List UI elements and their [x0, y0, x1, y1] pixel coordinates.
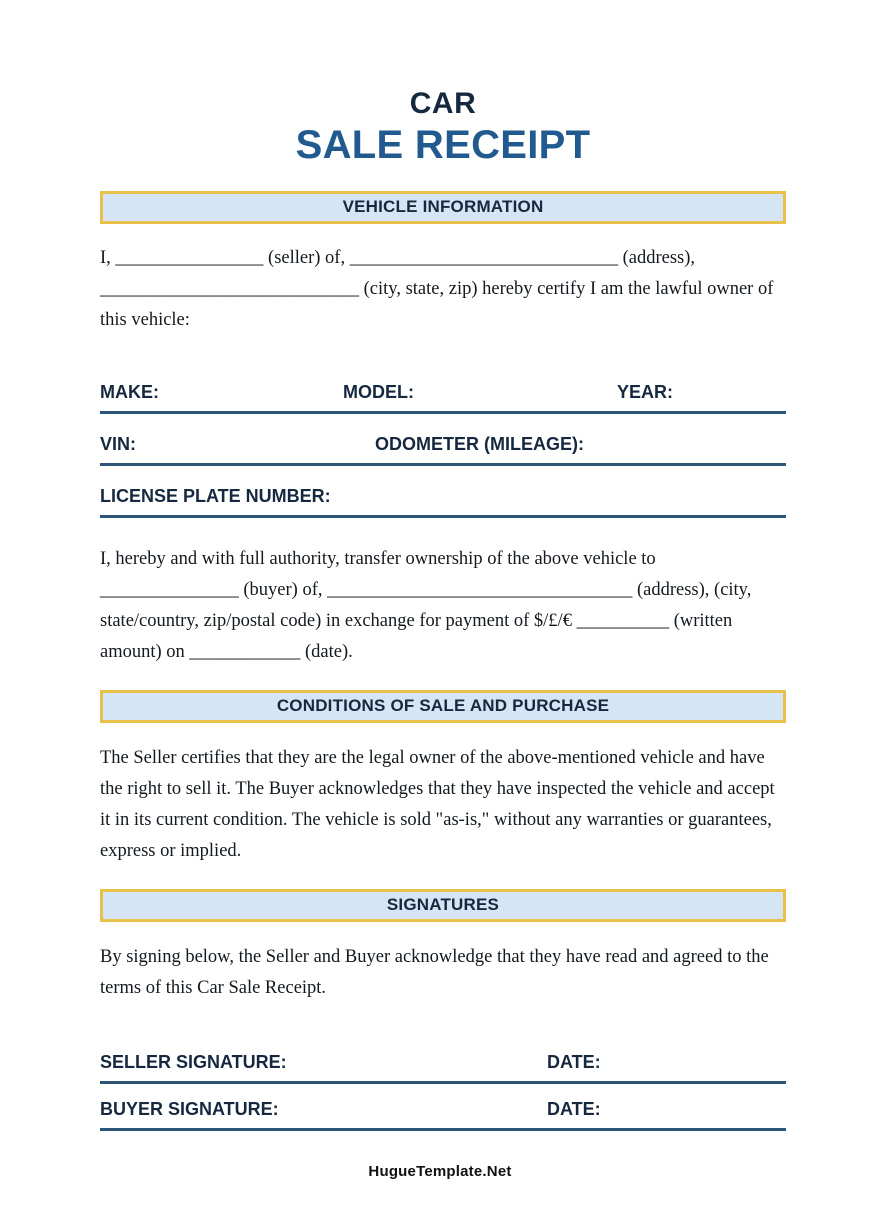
- title-line-car: CAR: [409, 87, 477, 120]
- section-header-vehicle-information: [100, 191, 786, 224]
- signature-row-seller[interactable]: [100, 1037, 786, 1084]
- transfer-ownership-paragraph: I, hereby and with full authority, transfer ownership of the above vehicle to _______________ (buyer) of, _________________________________ (address), (city, state/country, zip/postal code) in exchange for payment of $/£/€ __________ (written amount) on ____________ (date).: [100, 548, 752, 662]
- field-label-buyer-signature: BUYER SIGNATURE:: [100, 1098, 279, 1119]
- footer-watermark: HugueTemplate.Net: [368, 1163, 512, 1180]
- conditions-body-paragraph: The Seller certifies that they are the legal owner of the above-mentioned vehicle and have the right to sell it. The Buyer acknowledges that they have inspected the vehicle and accept it in its current condition. The vehicle is sold "as-is," without any warranties or guarantees, express or implied.: [100, 747, 775, 861]
- field-row-vin-odometer[interactable]: [100, 414, 786, 466]
- section-header-signatures-label: SIGNATURES: [386, 895, 500, 915]
- vehicle-intro-paragraph: I, ________________ (seller) of, _____________________________ (address), ____________________________ (city, state, zip) hereby certify I am the lawful owner of this vehicle:: [100, 247, 774, 330]
- field-row-license-plate[interactable]: [100, 466, 786, 518]
- signature-row-buyer[interactable]: [100, 1084, 786, 1131]
- field-label-seller-signature: SELLER SIGNATURE:: [100, 1051, 287, 1072]
- field-row-make-model-year[interactable]: [100, 362, 786, 414]
- field-label-make: MAKE:: [100, 381, 159, 402]
- title-line-sale-receipt: SALE RECEIPT: [295, 122, 591, 167]
- field-label-model: MODEL:: [343, 381, 414, 402]
- section-header-vehicle-information-label: VEHICLE INFORMATION: [342, 197, 544, 217]
- field-label-buyer-date: DATE:: [547, 1098, 601, 1119]
- document-title: [100, 0, 786, 169]
- field-label-license-plate-number: LICENSE PLATE NUMBER:: [100, 485, 331, 506]
- field-label-odometer: ODOMETER (MILEAGE):: [375, 433, 584, 454]
- section-header-conditions: [100, 690, 786, 723]
- footer: [0, 1163, 880, 1181]
- section-header-signatures: [100, 889, 786, 922]
- field-label-seller-date: DATE:: [547, 1051, 601, 1072]
- field-label-vin: VIN:: [100, 433, 136, 454]
- section-header-conditions-label: CONDITIONS OF SALE AND PURCHASE: [276, 696, 610, 716]
- field-label-year: YEAR:: [617, 381, 674, 402]
- document-content: [100, 0, 786, 1131]
- signatures-body-paragraph: By signing below, the Seller and Buyer acknowledge that they have read and agreed to the terms of this Car Sale Receipt.: [100, 946, 769, 998]
